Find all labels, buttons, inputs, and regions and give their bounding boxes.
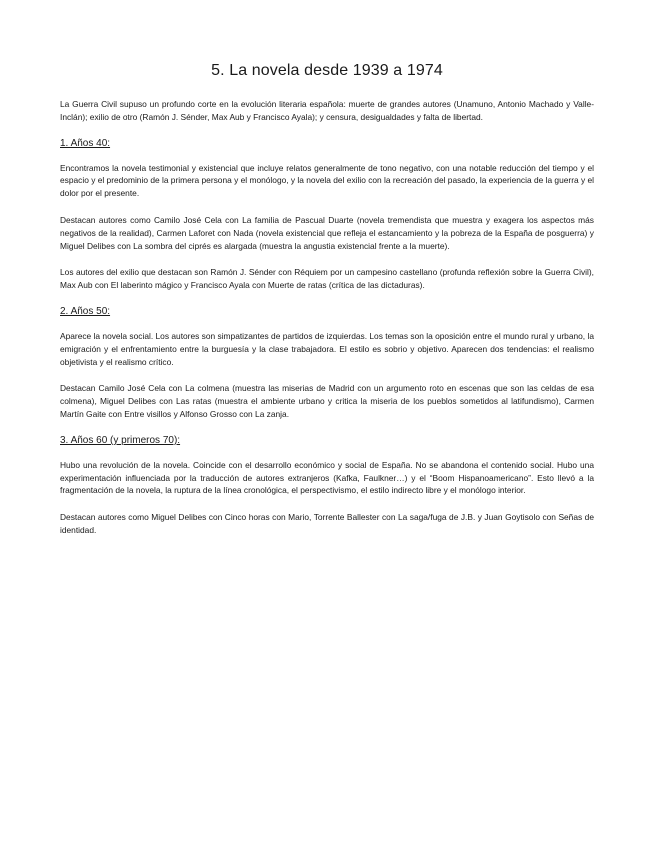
section-heading-anos-50: 2. Años 50: [60,305,111,317]
section-heading-anos-60: 3. Años 60 (y primeros 70): [60,434,181,446]
intro-paragraph: La Guerra Civil supuso un profundo corte en la evolución literaria española: muerte de grandes autores (Unamuno, Antonio Machado y Valle-Inclán); exilio de otro (Ramón J. Sénder, Max Aub y Francisco Ayala); y censura, desigualdades y falta de libertad. [60,99,594,122]
paragraph: Los autores del exilio que destacan son Ramón J. Sénder con Réquiem por un campesino castellano (profunda reflexión sobre la Guerra Civil), Max Aub con El laberinto mágico y Francisco Ayala con Muerte de ratas (crítica de las dictaduras). [60,267,594,291]
paragraph: Destacan autores como Camilo José Cela con La familia de Pascual Duarte (novela tremendista que muestra y exagera los aspectos más negativos de la realidad), Carmen Laforet con Nada (novela existencial que refleja el estancamiento y la pobreza de la España de posguerra) y Miguel Delibes con La sombra del ciprés es alargada (muestra la angustia existencial frente a la muerte). [60,214,594,251]
document-page [60,62,594,551]
paragraph: Hubo una revolución de la novela. Coincide con el desarrollo económico y social de España. No se abandona el contenido social. Hubo una experimentación influenciada por la traducción de autores extranjeros (Kafka, Faulkner…) y el “Boom Hispanoamericano”. Esto llevó a la fragmentación de la novela, la ruptura de la línea cronológica, el perspectivismo, el estilo indirecto libre y el monólogo interior. [60,459,594,496]
paragraph: Destacan autores como Miguel Delibes con Cinco horas con Mario, Torrente Ballester con La saga/fuga de J.B. y Juan Goytisolo con Señas de identidad. [60,512,594,535]
paragraph: Destacan Camilo José Cela con La colmena (muestra las miserias de Madrid con un argumento roto en escenas que son las celdas de esa colmena), Miguel Delibes con Las ratas (muestra el ambiente urbano y critica la miseria de los pueblos sometidos al latifundismo), Carmen Martín Gaite con Entre visillos y Alfonso Grosso con La zanja. [60,383,594,419]
paragraph: Aparece la novela social. Los autores son simpatizantes de partidos de izquierdas. Los temas son la oposición entre el mundo rural y urbano, la emigración y el enfrentamiento entre la burguesía y la clase trabajadora. El estilo es sobrio y objetivo. Aparecen dos tendencias: el realismo objetivista y el realismo crítico. [60,330,594,367]
document-title: 5. La novela desde 1939 a 1974 [211,62,443,79]
paragraph: Encontramos la novela testimonial y existencial que incluye relatos generalmente de tono negativo, con una notable reducción del tiempo y el espacio y el predominio de la primera persona y el monólogo, y la novela del exilio con la recreación del pasado, la experiencia de la guerra y el dolor por el presente. [60,162,594,199]
section-heading-anos-40: 1. Años 40: [60,137,111,149]
